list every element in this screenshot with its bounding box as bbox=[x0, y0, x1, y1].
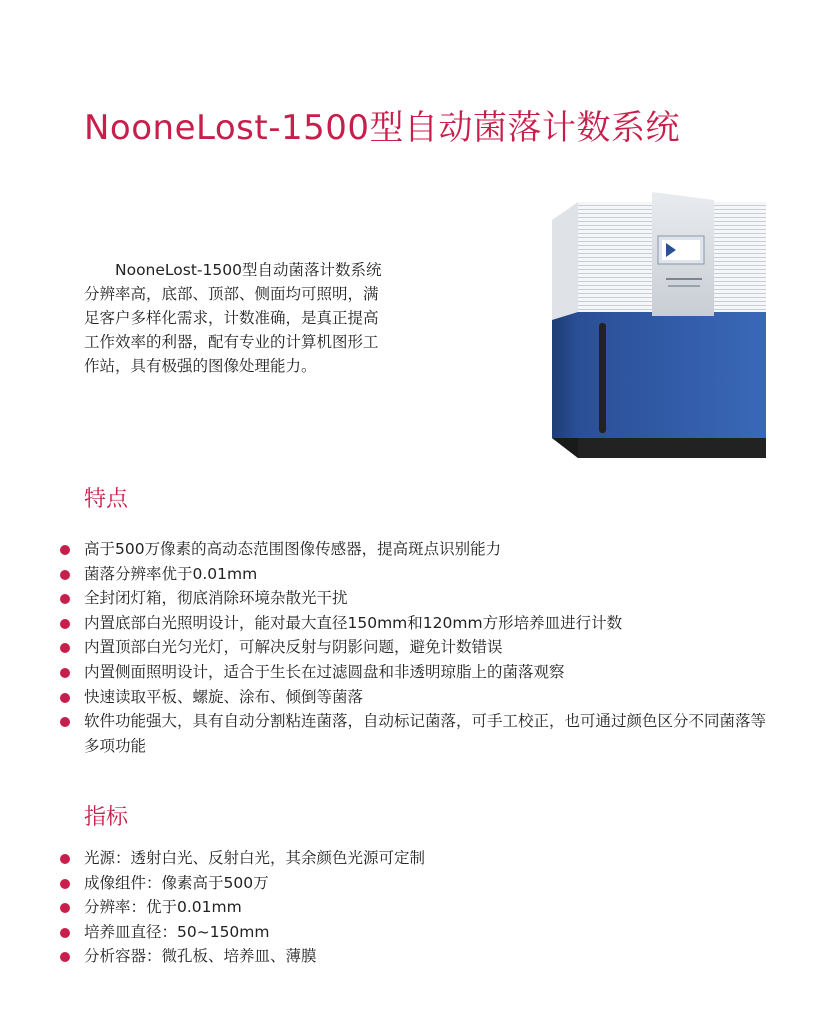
list-item bbox=[60, 944, 780, 969]
bullet-icon bbox=[60, 668, 70, 678]
bullet-icon bbox=[60, 545, 70, 555]
spec-text: 光源：透射白光、反射白光，其余颜色光源可定制 bbox=[84, 849, 426, 867]
spec-text: 成像组件：像素高于500万 bbox=[84, 873, 269, 892]
list-item bbox=[60, 685, 780, 710]
list-item bbox=[60, 635, 780, 660]
bullet-icon bbox=[60, 594, 70, 604]
feature-text: 菌落分辨率优于0.01mm bbox=[84, 564, 258, 583]
spec-text: 分析容器：微孔板、培养皿、薄膜 bbox=[84, 947, 317, 966]
feature-text: 高于500万像素的高动态范围图像传感器，提高斑点识别能力 bbox=[84, 540, 502, 558]
bullet-icon bbox=[60, 717, 70, 727]
list-item bbox=[60, 920, 780, 945]
features-list bbox=[60, 537, 780, 758]
features-heading: 特点 bbox=[84, 487, 129, 512]
feature-text: 内置侧面照明设计，适合于生长在过滤圆盘和非透明琼脂上的菌落观察 bbox=[84, 662, 565, 681]
specs-heading: 指标 bbox=[84, 805, 129, 830]
list-item bbox=[60, 586, 780, 611]
feature-text: 内置顶部白光匀光灯，可解决反射与阴影问题，避免计数错误 bbox=[84, 638, 503, 657]
list-item bbox=[60, 871, 780, 896]
list-item bbox=[60, 562, 780, 587]
specs-list bbox=[60, 846, 780, 969]
page-title: NooneLost-1500型自动菌落计数系统 bbox=[84, 108, 680, 148]
feature-text: 全封闭灯箱，彻底消除环境杂散光干扰 bbox=[84, 589, 348, 608]
list-item bbox=[60, 611, 780, 636]
list-item bbox=[60, 895, 780, 920]
feature-text: 快速读取平板、螺旋、涂布、倾倒等菌落 bbox=[84, 687, 364, 706]
feature-text: 软件功能强大，具有自动分割粘连菌落，自动标记菌落，可手工校正，也可通过颜色区分不同菌落等多项功能 bbox=[84, 712, 767, 755]
bullet-icon bbox=[60, 693, 70, 703]
list-item bbox=[60, 709, 780, 758]
list-item bbox=[60, 660, 780, 685]
bullet-icon bbox=[60, 903, 70, 913]
bullet-icon bbox=[60, 643, 70, 653]
spec-text: 分辨率：优于0.01mm bbox=[84, 898, 242, 917]
bullet-icon bbox=[60, 879, 70, 889]
spec-text: 培养皿直径：50~150mm bbox=[84, 922, 270, 941]
list-item bbox=[60, 846, 780, 871]
bullet-icon bbox=[60, 928, 70, 938]
list-item bbox=[60, 537, 780, 562]
intro-paragraph: NooneLost-1500型自动菌落计数系统分辨率高，底部、顶部、侧面均可照明，满足客户多样化需求，计数准确，是真正提高工作效率的利器，配有专业的计算机图形工作站，具有极强的图像处理能力。 bbox=[84, 261, 382, 375]
feature-text: 内置底部白光照明设计，能对最大直径150mm和120mm方形培养皿进行计数 bbox=[84, 613, 623, 632]
bullet-icon bbox=[60, 854, 70, 864]
bullet-icon bbox=[60, 619, 70, 629]
bullet-icon bbox=[60, 570, 70, 580]
bullet-icon bbox=[60, 952, 70, 962]
colony-counter-device-image bbox=[548, 190, 768, 480]
